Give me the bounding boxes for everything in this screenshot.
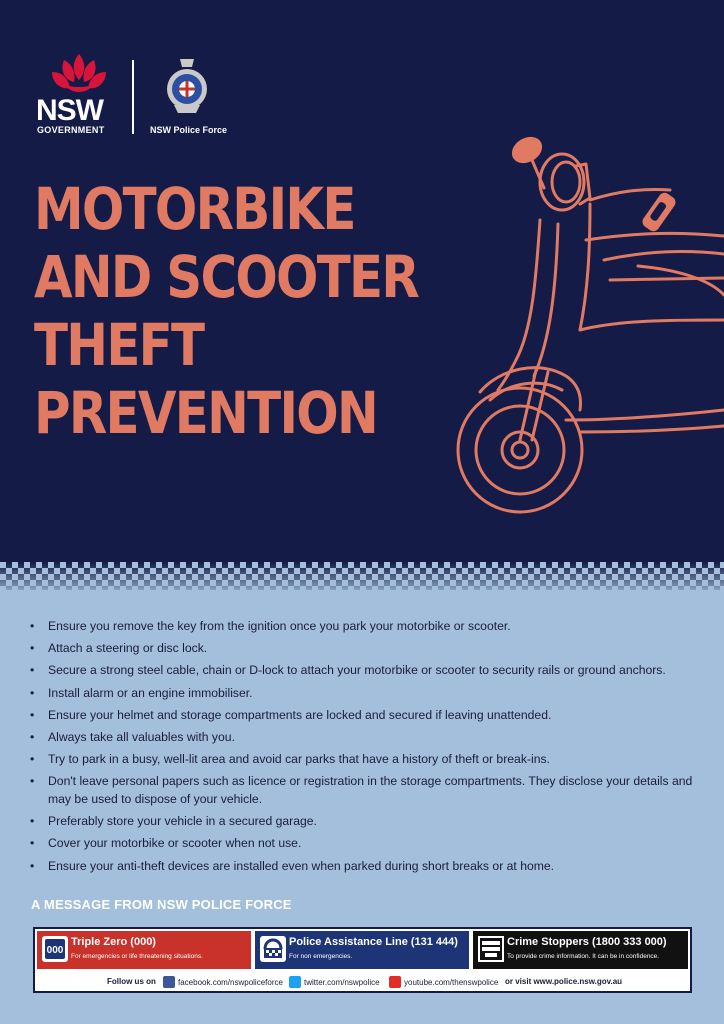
triple-zero-title: Triple Zero (000)	[71, 936, 156, 948]
crime-stoppers-title: Crime Stoppers (1800 333 000)	[507, 936, 667, 948]
title-line-2: AND SCOOTER	[34, 243, 419, 311]
follow-label: Follow us on	[107, 977, 156, 986]
youtube-icon	[389, 976, 401, 988]
social-row	[35, 973, 690, 991]
facebook-link[interactable]: facebook.com/nswpoliceforce	[178, 978, 283, 988]
pal-subtitle: For non emergencies.	[289, 953, 353, 960]
list-item: • Don't leave personal papers such as licence or registration in the storage compartments. They disclose your details and may be used to dispose of your vehicle.	[30, 773, 700, 809]
list-item: • Try to park in a busy, well-lit area and avoid car parks that have a history of theft or break-ins.	[30, 751, 700, 769]
list-item: • Ensure you remove the key from the ignition once you park your motorbike or scooter.	[30, 618, 700, 636]
website-link[interactable]: or visit www.police.nsw.gov.au	[505, 977, 623, 986]
list-item: • Ensure your anti-theft devices are installed even when parked during short breaks or at home.	[30, 858, 700, 876]
list-item: • Always take all valuables with you.	[30, 729, 700, 747]
scooter-illustration	[440, 120, 724, 520]
tips-list	[30, 618, 700, 880]
list-item: • Secure a strong steel cable, chain or D-lock to attach your motorbike or scooter to security rails or ground anchors.	[30, 662, 700, 680]
triple-zero-icon-text: 000	[46, 945, 64, 956]
triple-zero-subtitle: For emergencies or life threatening situations.	[71, 953, 203, 960]
youtube-link-wrap[interactable]	[389, 977, 498, 989]
title-line-1: MOTORBIKE	[34, 175, 355, 243]
crime-stoppers-subtitle: To provide crime information. It can be in confidence.	[507, 953, 660, 960]
government-wordmark: GOVERNMENT	[37, 125, 105, 135]
twitter-link[interactable]: twitter.com/nswpolice	[304, 978, 380, 988]
logo-divider	[132, 60, 134, 134]
message-heading: A MESSAGE FROM NSW POLICE FORCE	[31, 897, 292, 912]
title-line-3: THEFT	[34, 311, 204, 379]
pal-icon	[259, 935, 287, 963]
twitter-icon	[289, 976, 301, 988]
police-force-wordmark: NSW Police Force	[150, 125, 228, 135]
list-item: • Install alarm or an engine immobiliser.	[30, 685, 700, 703]
list-item: • Cover your motorbike or scooter when not use.	[30, 835, 700, 853]
title-line-4: PREVENTION	[34, 379, 378, 447]
twitter-link-wrap[interactable]	[289, 977, 380, 989]
facebook-link-wrap[interactable]	[163, 977, 283, 989]
pal-title: Police Assistance Line (131 444)	[289, 936, 458, 948]
list-item: • Ensure your helmet and storage compartments are locked and secured if leaving unattended.	[30, 707, 700, 725]
facebook-icon	[163, 976, 175, 988]
list-item: • Attach a steering or disc lock.	[30, 640, 700, 658]
contact-footer	[33, 927, 692, 993]
checkered-band	[0, 562, 724, 590]
youtube-link[interactable]: youtube.com/thenswpolice	[404, 978, 499, 988]
list-item: • Preferably store your vehicle in a secured garage.	[30, 813, 700, 831]
police-badge-icon	[162, 55, 212, 117]
nsw-wordmark: NSW	[36, 94, 103, 127]
crime-stoppers-icon	[477, 935, 505, 963]
phone-000-icon	[41, 935, 69, 963]
police-assistance-box	[255, 931, 469, 969]
crime-stoppers-box	[473, 931, 688, 969]
triple-zero-box	[37, 931, 251, 969]
